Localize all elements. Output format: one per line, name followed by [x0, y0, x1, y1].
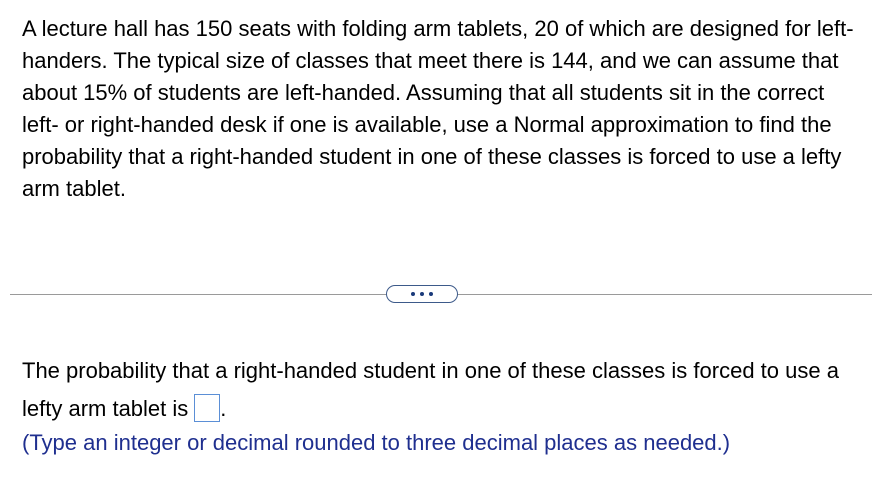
ellipsis-icon: [420, 292, 424, 296]
ellipsis-icon: [411, 292, 415, 296]
question-text: A lecture hall has 150 seats with folding arm tablets, 20 of which are designed for left-handers. The typical size of classes that meet there is 144, and we can assume that about 15% of students are left-handed. Assuming that all students sit in the correct left- or right-handed desk if one is available, use a Normal approximation to find the probability that a right-handed student in one of these classes is forced to use a lefty arm tablet.: [22, 16, 854, 201]
answer-statement: [22, 352, 867, 428]
section-divider: [10, 284, 872, 304]
answer-input[interactable]: [194, 394, 220, 422]
answer-prefix: The probability that a right-handed student in one of these classes is forced to use a lefty arm tablet is: [22, 358, 839, 421]
answer-suffix: .: [220, 396, 227, 421]
ellipsis-icon: [429, 292, 433, 296]
answer-hint: (Type an integer or decimal rounded to three decimal places as needed.): [22, 430, 731, 455]
expand-button[interactable]: [386, 285, 458, 303]
